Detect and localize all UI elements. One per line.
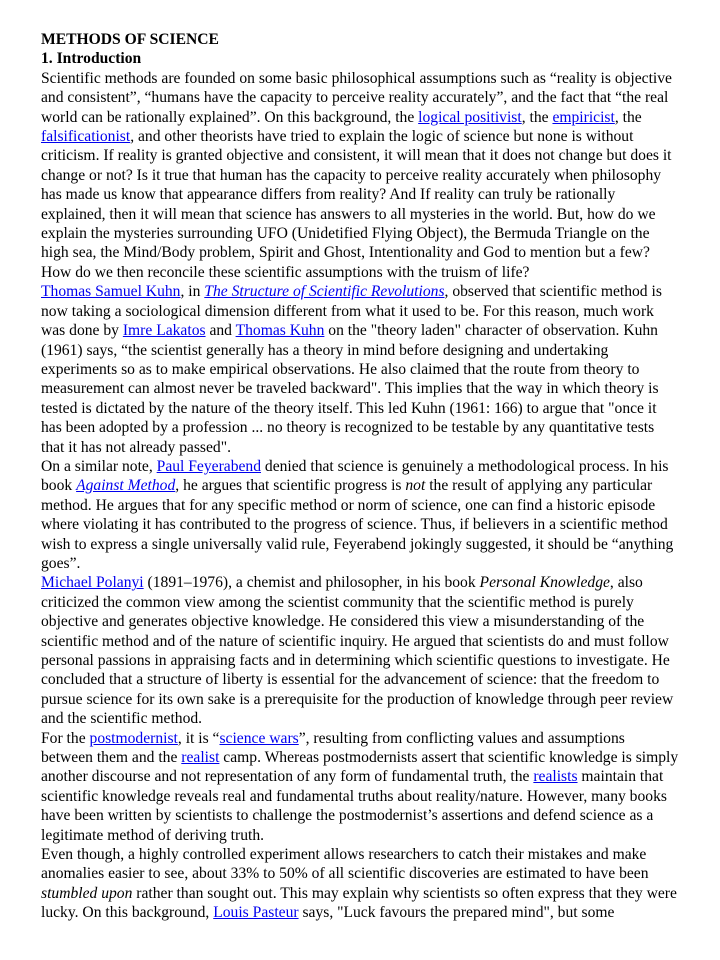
text-run: Scientific methods are founded on some basic philosophical assumptions such as “reality is objective and consistent”, “humans have the capacity to perceive reality accurately”, and the fact that “the real world can be rationally explained”. On this background, the <box>41 69 672 126</box>
text-run: (1891–1976), a chemist and philosopher, in his book <box>143 574 480 592</box>
text-run: on the "theory laden" character of observation. Kuhn (1961) says, “the scientist generally has a theory in mind before designing and undertaking experiments so as to make empirical observations. He also claimed that the route from theory to measurement can almost never be traveled backward". This implies that the way in which theory is tested is dictated by the nature of the theory itself. This led Kuhn (1961: 166) to argue that "once it has been adopted by a profession ... no theory is recognized to be testable by any quantitative tests that it has not already passed". <box>41 322 659 456</box>
text-run: the result of applying any particular method. He argues that for any specific method or norm of science, one can find a historic episode where violating it has contributed to the progress of science. Thus, if believers in a scientific method wish to express a single universally valid rule, Feyerabend jokingly suggested, it should be “anything goes”. <box>41 477 674 572</box>
text-run: , also criticized the common view among the scientist community that the scientific method is purely objective and generates objective knowledge. He considered this view a misunderstanding of the scientific method and of the nature of scientific inquiry. He argued that scientists do and must follow personal passions in appraising facts and in determining which scientific questions to investigate. He concluded that a structure of liberty is essential for the advancement of science: that the freedom to pursue science for its own sake is a prerequisite for the production of knowledge through peer review and the scientific method. <box>41 574 674 728</box>
link-louis-pasteur[interactable]: Louis Pasteur <box>213 904 299 922</box>
text-run: , and other theorists have tried to explain the logic of science but none is without criticism. If reality is granted objective and consistent, it will mean that it does not change but does it change or not? Is it true that human has the capacity to perceive reality accurately when philosophy has made us know that appearance differs from reality? And If reality can truly be rationally explained, then it will mean that science has answers to all mysteries in the world. But, how do we explain the mysteries surrounding UFO (Unidetified Flying Object), the Bermuda Triangle on the high sea, the Mind/Body problem, Spirit and Ghost, Intentionality and God to mention but a few? How do we then reconcile these scientific assumptions with the truism of life? <box>41 128 672 281</box>
text-run: rather than sought out. This may explain why scientists so often express that they were lucky. On this background, <box>41 884 677 922</box>
text-run: maintain that scientific knowledge reveals real and fundamental truths about reality/nature. However, many books have been written by scientists to challenge the postmodernist’s assertions and defend science as a legitimate method of deriving truth. <box>41 768 667 844</box>
link-paul-feyerabend[interactable]: Paul Feyerabend <box>156 457 261 475</box>
text-run: says, "Luck favours the prepared mind", but some <box>298 904 615 922</box>
paragraph-polanyi <box>41 573 680 728</box>
section-heading: 1. Introduction <box>41 50 142 68</box>
link-postmodernist[interactable]: postmodernist <box>89 729 178 747</box>
text-run: Even though, a highly controlled experiment allows researchers to catch their mistakes and make anomalies easier to see, about 33% to 50% of all scientific discoveries are estimated to have been <box>41 846 649 883</box>
text-run: , the <box>614 108 642 126</box>
link-realists[interactable]: realists <box>533 768 578 786</box>
book-title: The Structure of Scientific Revolutions <box>204 283 445 301</box>
link-logical-positivist[interactable]: logical positivist <box>418 108 522 126</box>
paragraph-feyerabend <box>41 457 680 573</box>
link-realist[interactable]: realist <box>181 749 220 767</box>
book-title: Personal Knowledge <box>479 574 610 592</box>
text-run: ”, resulting from conflicting values and assumptions between them and the <box>41 729 625 767</box>
text-run: , observed that scientific method is now taking a sociological dimension different from what it used to be. For this reason, much work was done by <box>41 283 662 340</box>
link-thomas-kuhn[interactable]: Thomas Kuhn <box>235 322 325 340</box>
text-run: On a similar note, <box>41 457 157 475</box>
link-structure-of-scientific-revolutions[interactable] <box>204 283 444 300</box>
link-imre-lakatos[interactable]: Imre Lakatos <box>122 322 206 340</box>
link-science-wars[interactable]: science wars <box>219 729 299 747</box>
paragraph-serendipity <box>41 845 680 923</box>
paragraph-postmodernist <box>41 729 680 845</box>
text-run: , he argues that scientific progress is <box>175 477 406 495</box>
paragraph-kuhn <box>41 282 680 457</box>
document-title: METHODS OF SCIENCE <box>41 31 219 48</box>
emphasis-stumbled-upon: stumbled upon <box>41 884 133 902</box>
text-run: , it is “ <box>177 729 220 747</box>
text-run: denied that science is genuinely a methodological process. In his book <box>41 457 669 495</box>
text-run: camp. Whereas postmodernists assert that scientific knowledge is simply another discourse and not representation of any form of fundamental truth, the <box>41 749 679 786</box>
link-falsificationist[interactable]: falsificationist <box>41 128 131 146</box>
link-empiricist[interactable]: empiricist <box>552 108 615 126</box>
paragraph-introduction <box>41 69 680 282</box>
link-against-method[interactable] <box>76 477 175 494</box>
link-thomas-samuel-kuhn[interactable]: Thomas Samuel Kuhn <box>41 283 181 301</box>
text-run: For the <box>41 729 90 747</box>
text-run: and <box>205 322 236 340</box>
emphasis-not: not <box>405 477 426 495</box>
book-title: Against Method <box>76 477 176 495</box>
link-michael-polanyi[interactable]: Michael Polanyi <box>41 574 144 592</box>
text-run: , the <box>521 108 553 126</box>
text-run: , in <box>180 283 205 301</box>
